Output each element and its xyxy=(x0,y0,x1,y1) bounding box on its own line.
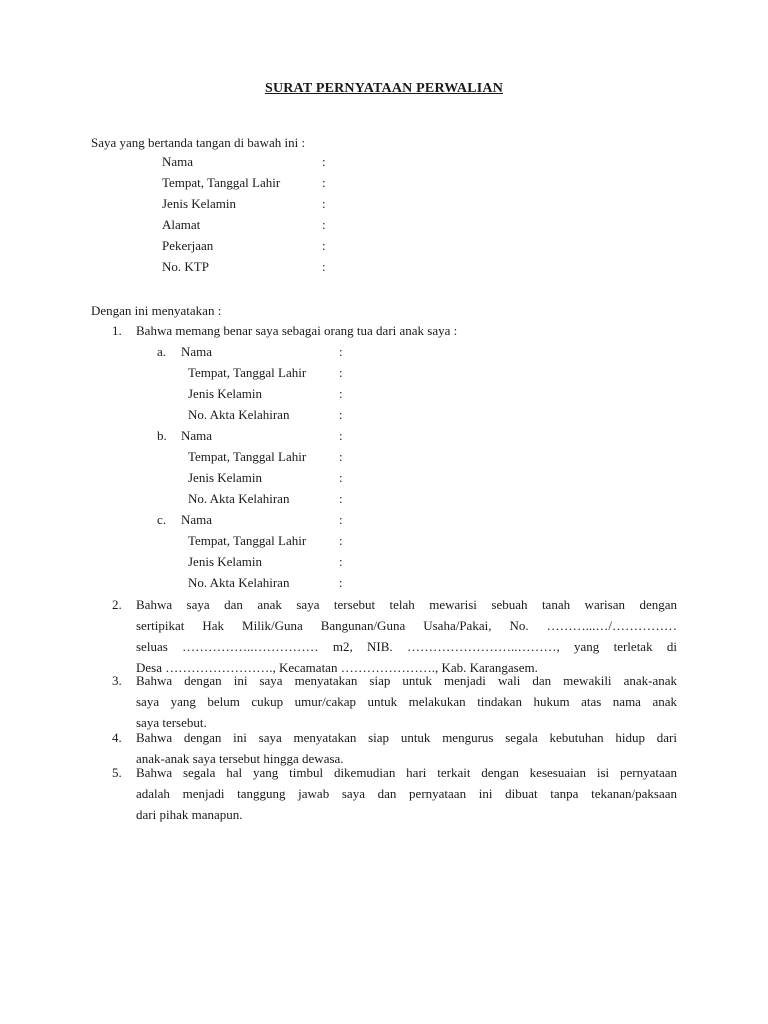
declaration-heading: Dengan ini menyatakan : xyxy=(91,303,222,318)
field-colon: : xyxy=(322,154,326,169)
field-colon: : xyxy=(339,386,343,401)
text-line: adalah menjadi tanggung jawab saya dan pernyataan ini dibuat tanpa tekanan/paksaan xyxy=(136,786,677,801)
field-label: Jenis Kelamin xyxy=(162,196,237,211)
field-label: Jenis Kelamin xyxy=(188,386,263,401)
field-colon: : xyxy=(339,533,343,548)
document-title: SURAT PERNYATAAN PERWALIAN xyxy=(264,81,504,96)
field-label: No. Akta Kelahiran xyxy=(188,575,290,590)
field-label: Nama xyxy=(181,428,213,443)
field-colon: : xyxy=(322,217,326,232)
text-line: dari pihak manapun. xyxy=(136,807,243,822)
field-colon: : xyxy=(339,449,343,464)
field-colon: : xyxy=(339,344,343,359)
field-colon: : xyxy=(339,491,343,506)
intro-text: Saya yang bertanda tangan di bawah ini : xyxy=(91,135,306,150)
child-letter: a. xyxy=(157,344,167,359)
item-number: 3. xyxy=(112,673,122,688)
text-line: Bahwa saya dan anak saya tersebut telah mewarisi sebuah tanah warisan dengan xyxy=(136,597,677,612)
field-label: Jenis Kelamin xyxy=(188,470,263,485)
text-line: sertipikat Hak Milik/Guna Bangunan/Guna Usaha/Pakai, No. ………...…/…………… xyxy=(136,618,677,633)
field-colon: : xyxy=(339,365,343,380)
field-label: Nama xyxy=(181,512,213,527)
field-label: Pekerjaan xyxy=(162,238,214,253)
field-label: No. Akta Kelahiran xyxy=(188,407,290,422)
item-number: 1. xyxy=(112,323,122,338)
field-colon: : xyxy=(339,407,343,422)
field-colon: : xyxy=(322,196,326,211)
text-line: saya tersebut. xyxy=(136,715,207,730)
field-colon: : xyxy=(339,428,343,443)
text-line: Bahwa dengan ini saya menyatakan siap untuk menjadi wali dan mewakili anak-anak xyxy=(136,673,677,688)
field-label: Nama xyxy=(162,154,194,169)
field-colon: : xyxy=(322,259,326,274)
field-colon: : xyxy=(339,470,343,485)
item-text xyxy=(136,594,677,678)
text-line: seluas ……………..…………… m2, NIB. ……………………..………, yang terletak di xyxy=(136,639,677,654)
field-colon: : xyxy=(339,575,343,590)
field-colon: : xyxy=(339,512,343,527)
item-number: 4. xyxy=(112,730,122,745)
field-colon: : xyxy=(339,554,343,569)
field-label: Alamat xyxy=(162,217,201,232)
field-colon: : xyxy=(322,175,326,190)
field-label: Tempat, Tanggal Lahir xyxy=(162,175,281,190)
field-label: Jenis Kelamin xyxy=(188,554,263,569)
field-label: Nama xyxy=(181,344,213,359)
field-label: No. Akta Kelahiran xyxy=(188,491,290,506)
item-text xyxy=(136,762,677,825)
field-label: Tempat, Tanggal Lahir xyxy=(188,533,307,548)
field-colon: : xyxy=(322,238,326,253)
text-line: Desa ……………………., Kecamatan …………………., Kab. Karangasem. xyxy=(136,660,538,675)
item-text xyxy=(136,670,677,733)
item-text: Bahwa memang benar saya sebagai orang tua dari anak saya : xyxy=(136,323,458,338)
child-letter: c. xyxy=(157,512,167,527)
text-line: anak-anak saya tersebut hingga dewasa. xyxy=(136,751,344,766)
text-line: Bahwa segala hal yang timbul dikemudian hari terkait dengan kesesuaian isi pernyataan xyxy=(136,765,677,780)
text-line: saya yang belum cukup umur/cakap untuk melakukan tindakan hukum atas nama anak xyxy=(136,694,677,709)
text-line: Bahwa dengan ini saya menyatakan siap untuk mengurus segala kebutuhan hidup dari xyxy=(136,730,677,745)
item-number: 2. xyxy=(112,597,122,612)
item-number: 5. xyxy=(112,765,122,780)
field-label: Tempat, Tanggal Lahir xyxy=(188,365,307,380)
field-label: No. KTP xyxy=(162,259,209,274)
field-label: Tempat, Tanggal Lahir xyxy=(188,449,307,464)
child-letter: b. xyxy=(157,428,167,443)
